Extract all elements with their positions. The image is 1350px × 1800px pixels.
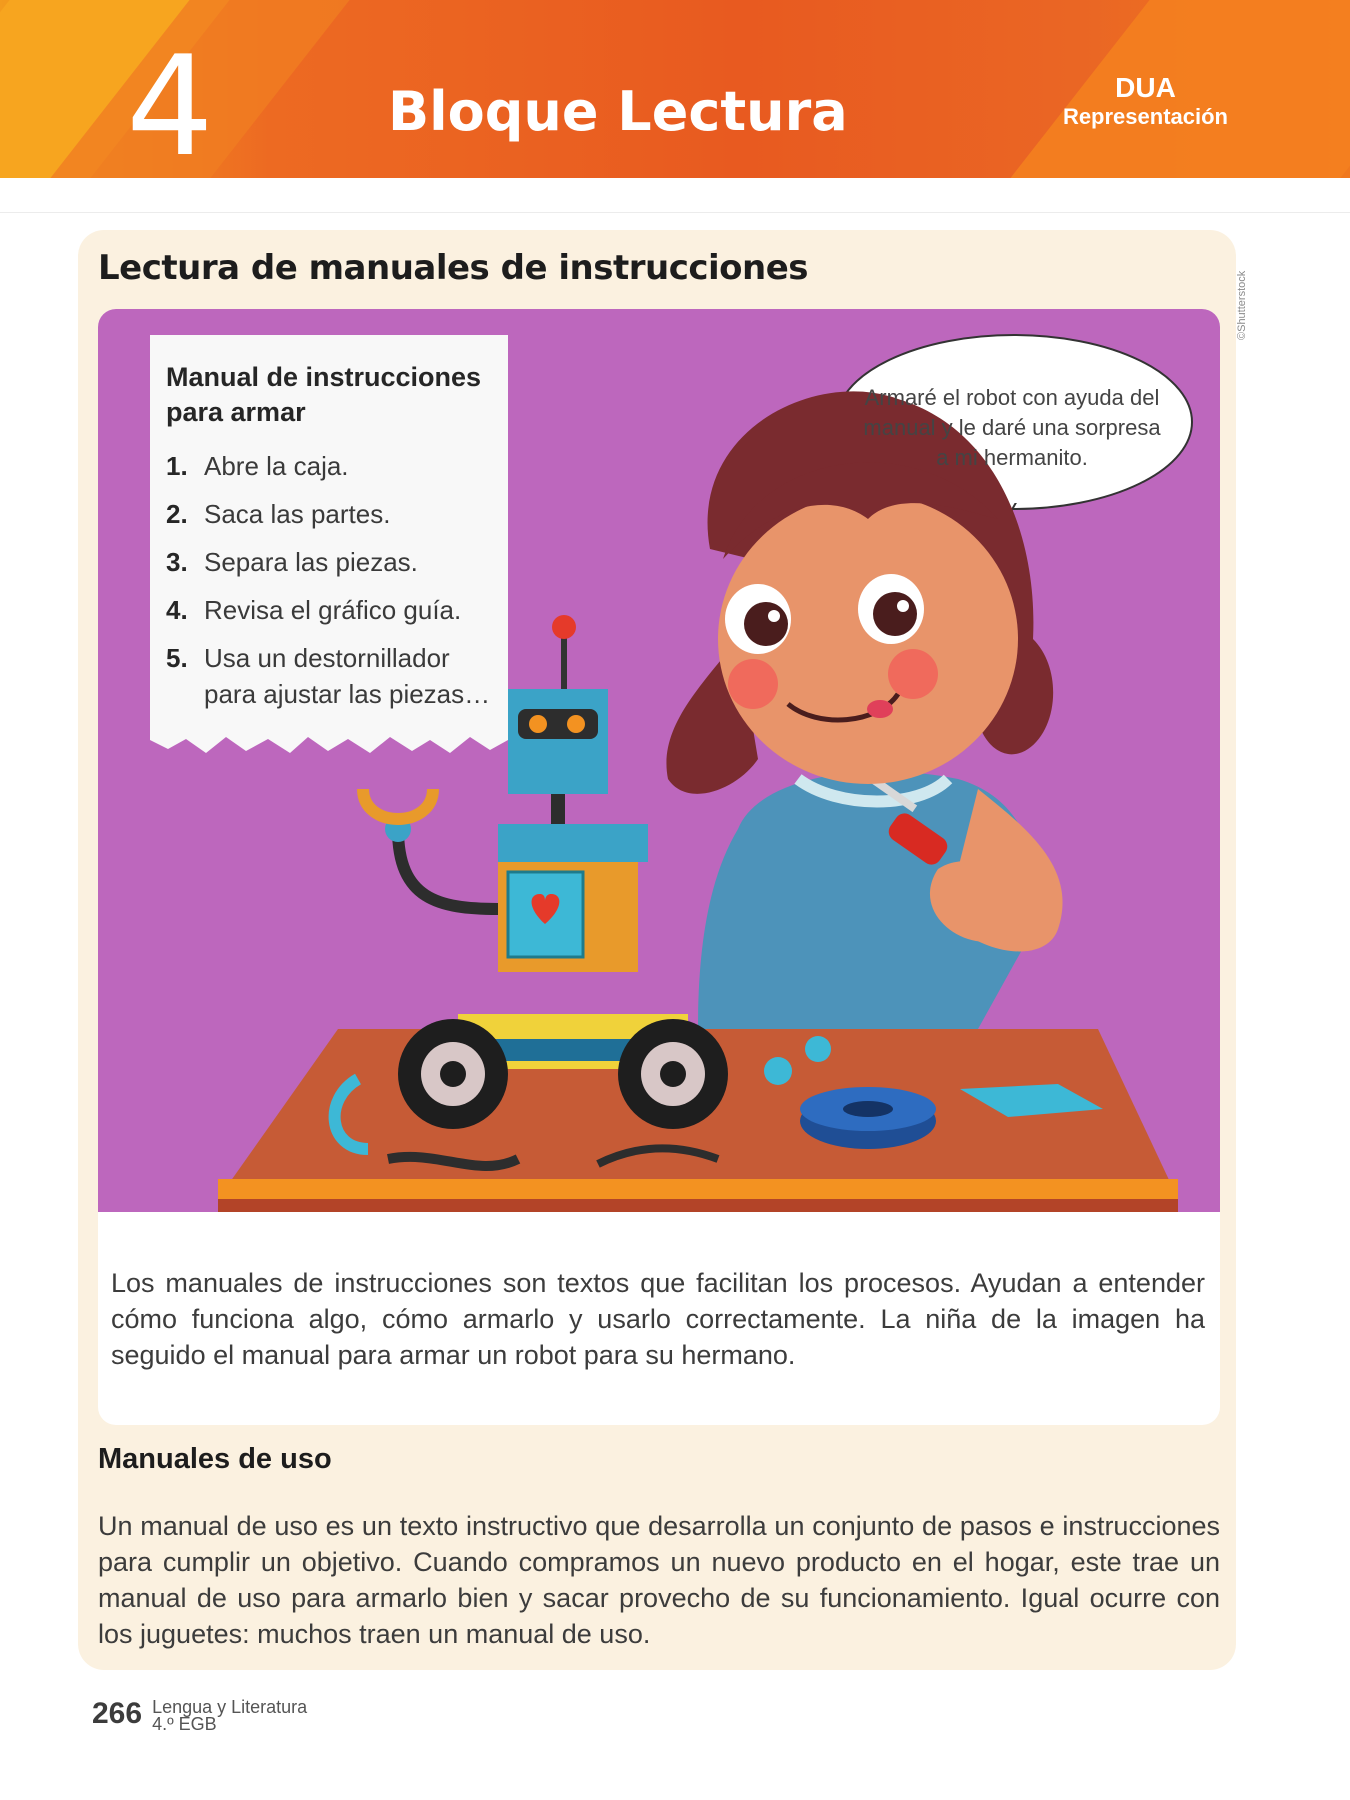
section-title: Lectura de manuales de instrucciones bbox=[98, 248, 809, 288]
dua-badge bbox=[1063, 72, 1228, 130]
dua-subtitle: Representación bbox=[1062, 104, 1228, 129]
step-number: 4. bbox=[166, 595, 188, 625]
step-item bbox=[166, 640, 496, 712]
footer-subject bbox=[152, 1697, 307, 1733]
step-text: Usa un destornillador para ajustar las piezas… bbox=[204, 643, 491, 709]
step-item bbox=[166, 544, 496, 580]
step-number: 2. bbox=[166, 499, 188, 529]
header-divider bbox=[0, 212, 1350, 213]
step-number: 3. bbox=[166, 547, 188, 577]
subsection-title: Manuales de uso bbox=[98, 1443, 332, 1475]
step-number: 5. bbox=[166, 643, 188, 673]
step-text: Separa las piezas. bbox=[204, 547, 418, 577]
step-number: 1. bbox=[166, 451, 188, 481]
chapter-header bbox=[0, 0, 1350, 178]
note-title: Manual de instrucciones para armar bbox=[166, 362, 482, 427]
dua-title: DUA bbox=[1115, 72, 1176, 103]
step-item bbox=[166, 496, 496, 532]
subsection-paragraph: Un manual de uso es un texto instructivo que desarrolla un conjunto de pasos e instrucciones para cumplir un objetivo. Cuando compramos un nuevo producto en el hogar, este trae un manual de uso para armarlo bien y sacar provecho de su funcionamiento. Igual ocurre con los juguetes: muchos traen un manual de uso. bbox=[98, 1511, 1220, 1649]
step-text: Saca las partes. bbox=[204, 499, 391, 529]
image-credit: ©Shutterstock bbox=[1236, 270, 1248, 340]
step-text: Abre la caja. bbox=[204, 451, 349, 481]
block-title: Bloque Lectura bbox=[388, 80, 848, 143]
step-text: Revisa el gráfico guía. bbox=[204, 595, 462, 625]
instruction-steps bbox=[166, 448, 496, 724]
subject-name: Lengua y Literatura bbox=[152, 1697, 308, 1717]
unit-number: 4 bbox=[126, 26, 214, 178]
panel-paragraph: Los manuales de instrucciones son textos que facilitan los procesos. Ayudan a entender cómo funciona algo, cómo armarlo y usarlo correctamente. La niña de la imagen ha seguido el manual para armar un robot para su hermano. bbox=[111, 1268, 1205, 1370]
step-item bbox=[166, 592, 496, 628]
grade-level: 4.º EGB bbox=[152, 1714, 217, 1734]
step-item bbox=[166, 448, 496, 484]
speech-bubble-text: Armaré el robot con ayuda del manual y le daré una sorpresa a mi hermanito. bbox=[863, 385, 1161, 470]
page-footer bbox=[92, 1697, 307, 1733]
page-number: 266 bbox=[92, 1697, 143, 1730]
